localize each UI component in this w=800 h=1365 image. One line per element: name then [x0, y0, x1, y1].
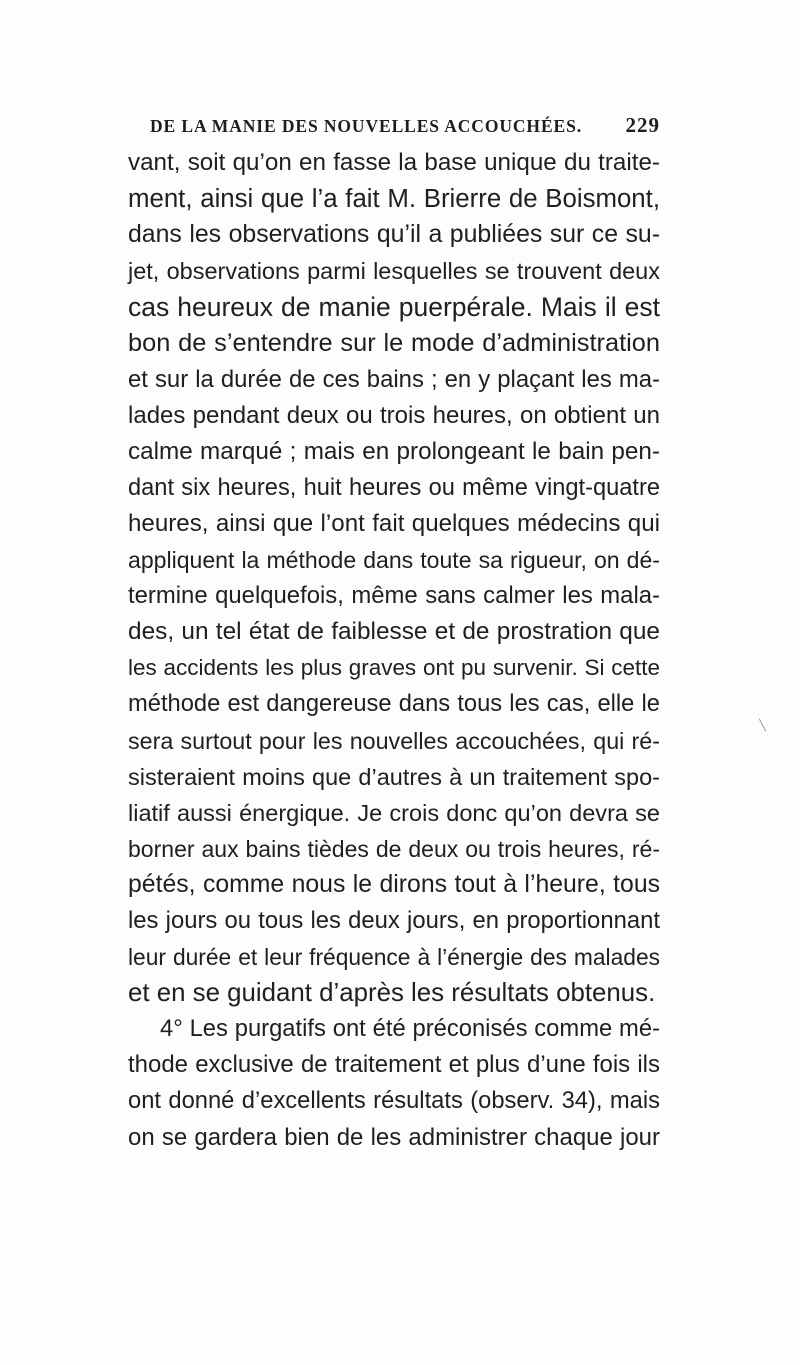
text-line: calme marqué ; mais en prolongeant le bain pen-: [128, 437, 660, 465]
text-line: sera surtout pour les nouvelles accouchées, qui ré-: [128, 727, 660, 754]
text-line: ment, ainsi que l’a fait M. Brierre de Boismont,: [128, 185, 660, 214]
text-line: termine quelquefois, même sans calmer les mala-: [128, 582, 660, 610]
text-line: liatif aussi énergique. Je crois donc qu’on devra se: [128, 799, 660, 826]
body-text: [128, 145, 660, 1156]
text-line: les accidents les plus graves ont pu survenir. Si cette: [128, 655, 660, 681]
text-line: des, un tel état de faiblesse et de prostration que: [128, 618, 660, 646]
running-head-title: DE LA MANIE DES NOUVELLES ACCOUCHÉES.: [150, 116, 582, 136]
text-line: on se gardera bien de les administrer chaque jour: [128, 1123, 660, 1151]
text-line: pétés, comme nous le dirons tout à l’heure, tous: [128, 870, 660, 898]
text-line: et sur la durée de ces bains ; en y plaçant les ma-: [128, 365, 660, 393]
text-line: cas heureux de manie puerpérale. Mais il est: [128, 292, 660, 323]
text-line: dant six heures, huit heures ou même vingt-quatre: [128, 474, 660, 501]
text-line: bon de s’entendre sur le mode d’administration: [128, 329, 660, 358]
text-line: sisteraient moins que d’autres à un traitement spo-: [128, 763, 660, 790]
text-line: 4° Les purgatifs ont été préconisés comme mé-: [160, 1015, 660, 1043]
text-line: heures, ainsi que l’ont fait quelques médecins qui: [128, 509, 660, 537]
text-line: et en se guidant d’après les résultats obtenus.: [128, 979, 656, 1008]
text-line: ont donné d’excellents résultats (observ. 34), mais: [128, 1088, 660, 1115]
text-line: appliquent la méthode dans toute sa rigueur, on dé-: [128, 547, 660, 574]
text-line: vant, soit qu’on en fasse la base unique du traite-: [128, 149, 660, 176]
page-number: 229: [625, 113, 660, 137]
text-line: jet, observations parmi lesquelles se trouvent deux: [128, 258, 660, 285]
text-line: les jours ou tous les deux jours, en proportionnant: [128, 906, 660, 934]
text-line: dans les observations qu’il a publiées sur ce su-: [128, 221, 660, 249]
text-line: méthode est dangereuse dans tous les cas, elle le: [128, 691, 660, 718]
text-line: borner aux bains tièdes de deux ou trois heures, ré-: [128, 835, 660, 862]
running-head: [150, 113, 660, 142]
text-line: leur durée et leur fréquence à l’énergie des malades: [128, 944, 660, 971]
margin-mark: [759, 719, 766, 732]
text-line: thode exclusive de traitement et plus d’une fois ils: [128, 1051, 660, 1079]
text-line: lades pendant deux ou trois heures, on obtient un: [128, 401, 660, 429]
